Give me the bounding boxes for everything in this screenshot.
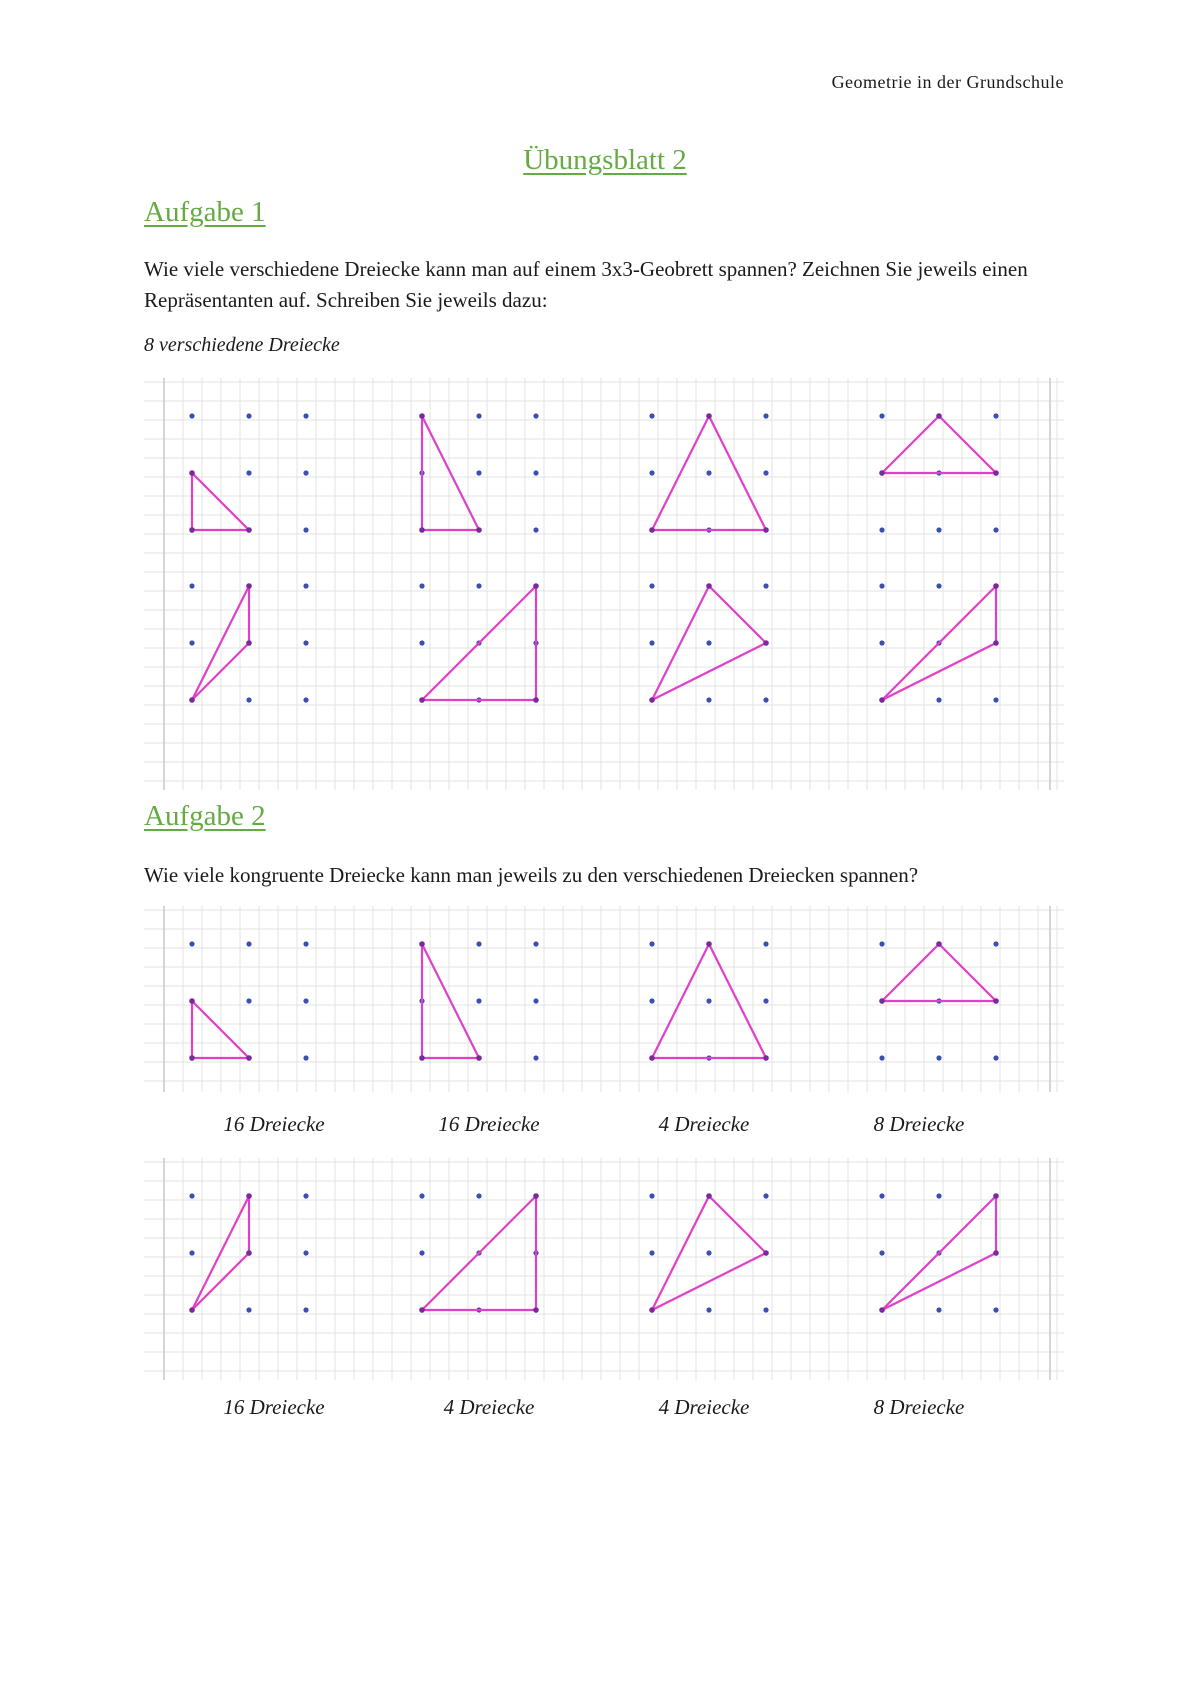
triangle-vertex [246, 527, 252, 533]
count-label: 16 Dreiecke [438, 1112, 540, 1136]
geoboard-peg [246, 998, 251, 1003]
geoboard-peg [879, 583, 884, 588]
geoboard-peg [303, 413, 308, 418]
geoboard-peg [706, 470, 711, 475]
task2-geoboard-panel-bottom [144, 1158, 1064, 1380]
geoboard-peg [189, 1193, 194, 1198]
triangle-vertex [936, 413, 942, 419]
geoboard-peg [936, 1307, 941, 1312]
geoboard-peg [303, 941, 308, 946]
triangle-vertex [189, 527, 195, 533]
geoboard-peg [246, 470, 251, 475]
count-label: 8 Dreiecke [873, 1395, 965, 1419]
triangle-vertex [879, 470, 885, 476]
geoboard-peg [189, 640, 194, 645]
task1-geoboard-panel [144, 378, 1064, 790]
task1-text: Wie viele verschiedene Dreiecke kann man auf einem 3x3-Geobrett spannen? Zeichnen Sie jeweils einen Repräsentanten auf. Schreiben Sie jeweils dazu: [144, 257, 1028, 312]
count-label: 4 Dreiecke [658, 1395, 750, 1419]
triangle-vertex [993, 640, 999, 646]
geoboard-peg [649, 941, 654, 946]
triangle-shape [422, 1196, 536, 1310]
geoboard-grid-svg [144, 906, 1064, 1092]
geoboard-peg [763, 583, 768, 588]
geoboard-peg [706, 697, 711, 702]
geoboard-peg [476, 998, 481, 1003]
triangle-shape [882, 1196, 996, 1310]
geoboard-peg [993, 697, 998, 702]
triangle-vertex [763, 640, 769, 646]
geoboard-peg [993, 941, 998, 946]
geoboard-peg [936, 527, 941, 532]
geoboard [649, 583, 769, 703]
geoboard-peg [763, 697, 768, 702]
geoboard-peg [879, 941, 884, 946]
geoboard-grid-svg [144, 378, 1064, 790]
triangle-vertex [189, 1307, 195, 1313]
triangle-vertex [706, 413, 712, 419]
geoboard-peg [936, 697, 941, 702]
triangle-vertex [706, 941, 712, 947]
triangle-vertex [189, 697, 195, 703]
triangle-vertex [993, 470, 999, 476]
geoboard-peg [533, 998, 538, 1003]
triangle-vertex [879, 1307, 885, 1313]
task2-geoboard-panel-top [144, 906, 1064, 1092]
task1-heading: Aufgabe 1 [144, 196, 266, 228]
count-label: 4 Dreiecke [443, 1395, 535, 1419]
geoboard-peg [879, 1055, 884, 1060]
geoboard-peg [649, 1193, 654, 1198]
geoboard-peg [706, 640, 711, 645]
count-label: 16 Dreiecke [223, 1112, 325, 1136]
geoboard-peg [476, 941, 481, 946]
triangle-vertex [763, 1055, 769, 1061]
triangle-vertex [763, 1250, 769, 1256]
geoboard-peg [649, 640, 654, 645]
geoboard-peg [763, 470, 768, 475]
header-course-title: Geometrie in der Grundschule [831, 72, 1064, 92]
geoboard-peg [533, 941, 538, 946]
triangle-vertex [419, 941, 425, 947]
geoboard-peg [763, 941, 768, 946]
geoboard-peg [993, 1055, 998, 1060]
triangle-vertex [763, 527, 769, 533]
triangle-vertex [246, 1055, 252, 1061]
triangle-vertex [476, 527, 482, 533]
triangle-vertex [419, 697, 425, 703]
triangle-vertex [879, 697, 885, 703]
geoboard-peg [533, 413, 538, 418]
geoboard-peg [649, 413, 654, 418]
page-title: Übungsblatt 2 [523, 144, 687, 176]
geoboard-peg [303, 1193, 308, 1198]
geoboard-peg [936, 583, 941, 588]
triangle-vertex [189, 470, 195, 476]
geoboard-peg [419, 583, 424, 588]
triangle-vertex [533, 583, 539, 589]
geoboard-peg [246, 413, 251, 418]
count-label: 8 Dreiecke [873, 1112, 965, 1136]
triangle-vertex [189, 998, 195, 1004]
geoboard-peg [879, 527, 884, 532]
geoboard-peg [936, 1055, 941, 1060]
geoboard-peg [476, 1193, 481, 1198]
triangle-vertex [533, 697, 539, 703]
triangle-vertex [649, 1055, 655, 1061]
geoboard-peg [533, 1055, 538, 1060]
geoboard-peg [649, 1250, 654, 1255]
triangle-shape [422, 586, 536, 700]
geoboard-peg [303, 583, 308, 588]
geoboard-peg [189, 941, 194, 946]
geoboard-peg [476, 583, 481, 588]
geoboard-peg [649, 470, 654, 475]
triangle-shape [882, 586, 996, 700]
triangle-vertex [706, 583, 712, 589]
triangle-vertex [993, 1250, 999, 1256]
count-label: 16 Dreiecke [223, 1395, 325, 1419]
geoboard-peg [419, 640, 424, 645]
geoboard-peg [763, 1193, 768, 1198]
triangle-shape [422, 944, 479, 1058]
geoboard-peg [419, 1193, 424, 1198]
geoboard-peg [706, 1250, 711, 1255]
triangle-shape [882, 416, 996, 473]
geoboard-peg [879, 640, 884, 645]
triangle-vertex [246, 640, 252, 646]
triangle-vertex [993, 583, 999, 589]
geoboard-peg [993, 1307, 998, 1312]
geoboard-peg [303, 998, 308, 1003]
geoboard-peg [763, 1307, 768, 1312]
geoboard-peg [476, 470, 481, 475]
geoboard-peg [993, 413, 998, 418]
triangle-vertex [246, 583, 252, 589]
count-label: 4 Dreiecke [658, 1112, 750, 1136]
geoboard-peg [936, 1193, 941, 1198]
geoboard-peg [303, 1055, 308, 1060]
geoboard-peg [533, 527, 538, 532]
triangle-vertex [419, 413, 425, 419]
triangle-vertex [246, 1250, 252, 1256]
triangle-vertex [419, 1307, 425, 1313]
geoboard-peg [763, 998, 768, 1003]
geoboard-peg [303, 527, 308, 532]
geoboard-peg [189, 413, 194, 418]
geoboard-peg [879, 1193, 884, 1198]
triangle-vertex [706, 1193, 712, 1199]
geoboard-peg [649, 583, 654, 588]
triangle-vertex [879, 998, 885, 1004]
geoboard-peg [189, 583, 194, 588]
geoboard-peg [303, 1307, 308, 1312]
geoboard-peg [419, 1250, 424, 1255]
geoboard [189, 583, 308, 703]
geoboard-peg [303, 1250, 308, 1255]
triangle-vertex [936, 941, 942, 947]
triangle-vertex [246, 1193, 252, 1199]
triangle-vertex [649, 697, 655, 703]
geoboard-peg [303, 640, 308, 645]
triangle-vertex [419, 1055, 425, 1061]
geoboard-peg [476, 413, 481, 418]
geoboard-peg [879, 413, 884, 418]
geoboard-peg [246, 697, 251, 702]
triangle-shape [422, 416, 479, 530]
task1-answer: 8 verschiedene Dreiecke [144, 334, 340, 356]
geoboard-peg [246, 1307, 251, 1312]
geoboard-peg [879, 1250, 884, 1255]
triangle-vertex [649, 1307, 655, 1313]
triangle-vertex [419, 527, 425, 533]
triangle-vertex [993, 1193, 999, 1199]
geoboard-peg [189, 1250, 194, 1255]
geoboard-peg [649, 998, 654, 1003]
geoboard-grid-svg [144, 1158, 1064, 1380]
triangle-vertex [533, 1307, 539, 1313]
geoboard-peg [533, 470, 538, 475]
geoboard-peg [303, 470, 308, 475]
triangle-vertex [649, 527, 655, 533]
geoboard-peg [706, 998, 711, 1003]
geoboard [419, 583, 539, 703]
task2-text: Wie viele kongruente Dreiecke kann man jeweils zu den verschiedenen Dreiecken spannen? [144, 863, 919, 887]
triangle-vertex [189, 1055, 195, 1061]
triangle-vertex [533, 1193, 539, 1199]
triangle-shape [882, 944, 996, 1001]
geoboard-peg [993, 527, 998, 532]
geoboard-peg [763, 413, 768, 418]
triangle-vertex [993, 998, 999, 1004]
geoboard-peg [246, 941, 251, 946]
geoboard-peg [303, 697, 308, 702]
triangle-vertex [476, 1055, 482, 1061]
task2-heading: Aufgabe 2 [144, 800, 266, 832]
geoboard-peg [706, 1307, 711, 1312]
